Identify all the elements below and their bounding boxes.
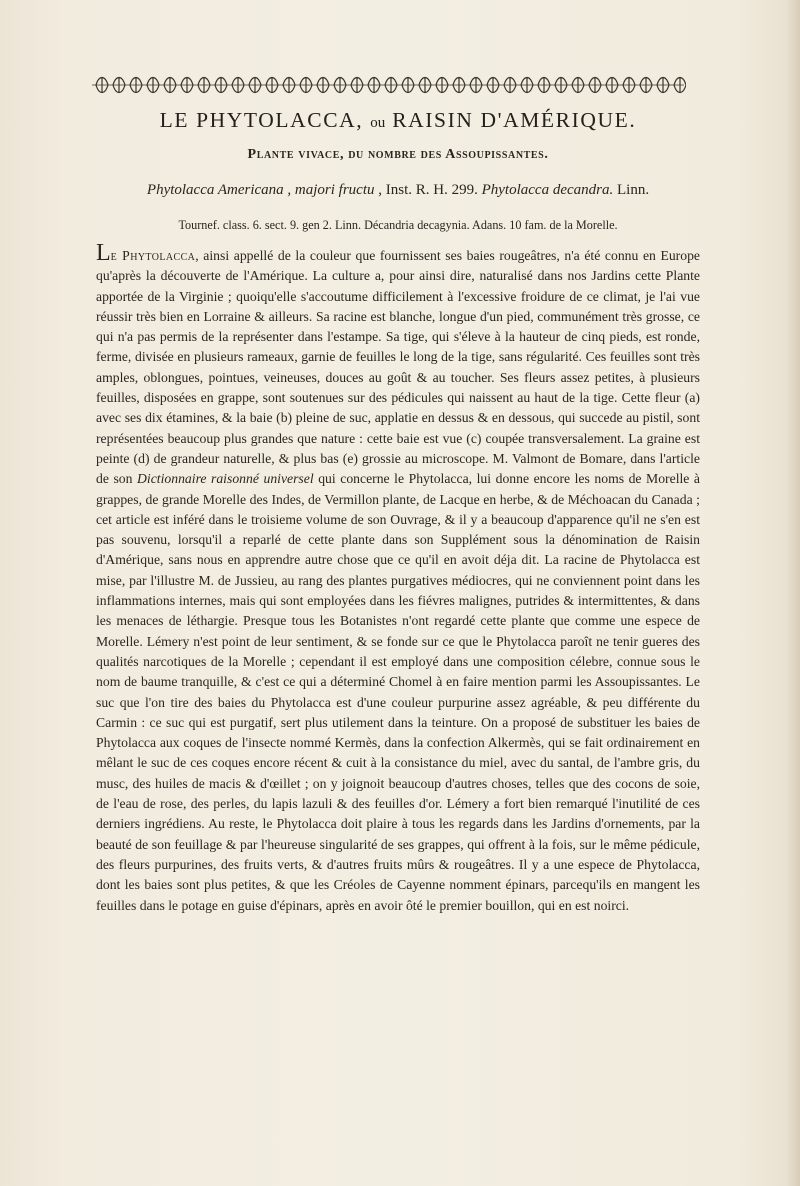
title-main: LE PHYTOLACCA, <box>159 108 364 132</box>
page-title <box>90 108 706 133</box>
page-subtitle: Plante vivace, du nombre des Assoupissantes. <box>247 147 549 162</box>
dictionary-title: Dictionnaire raisonné universel <box>137 471 314 487</box>
reference-2: Linn. <box>616 182 650 198</box>
latin-name-2: Phytolacca decandra. <box>481 182 614 198</box>
title-connector: ou <box>370 115 386 131</box>
decorative-ornament-band <box>90 72 686 98</box>
body-paragraph <box>96 240 700 916</box>
lead-name: e Phytolacca <box>110 248 196 263</box>
synonymy-line <box>90 182 706 199</box>
body-part-2: qui concerne le Phytolacca, lui donne encore les noms de Morelle à grappes, de grande Morelle des Indes, de Vermillon plante, de Lacque en herbe, & de Méchoacan du Canada ; cet article est inféré dans le troisieme volume de son Ouvrage, & il y a beaucoup d'apparence qu'il ne s'en est pas souvenu, lorsqu'il a reparlé de cette plante dans son Supplément sous la dénomination de Raisin d'Amérique, sans nous en apprendre autre chose que ce qu'il en avoit déja dit. La racine de Phytolacca est mise, par l'illustre M. de Jussieu, au rang des plantes purgatives médiocres, qui ne conviennent point dans les inflammations internes, mais qui sont employées dans les fiévres malignes, putrides & intermittentes, & dans les menaces de léthargie. Presque tous les Botanistes n'ont regardé cette plante que comme une espece de Morelle. Lémery n'est point de leur sentiment, & se fonde sur ce que le Phytolacca paroît ne tenir gueres des qualités narcotiques de la Morelle ; cependant il est employé dans une composition célebre, connue sous le nom de baume tranquille, & c'est ce qui a déterminé Chomel à en faire mention parmi les Assoupissantes. Le suc que l'on tire des baies du Phytolacca est d'une couleur purpurine assez agréable, & peu différente du Carmin : ce suc qui est purgatif, sert plus utilement dans la teinture. On a proposé de substituer les baies de Phytolacca aux coques de l'insecte nommé Kermès, dans la confection Alkermès, qui se fait ordinairement en mêlant le suc de ces coques encore récent & cuit à la consistance du miel, avec du santal, de l'ambre gris, du musc, des huiles de macis & d'œillet ; on y joignoit beaucoup d'autres choses, telles que des cocons de soie, de l'eau de rose, des perles, du lapis lazuli & des feuilles d'or. Lémery a fort bien remarqué l'inutilité de ces derniers ingrédiens. Au reste, le Phytolacca doit plaire à tous les regards dans les Jardins d'ornements, par la beauté de son feuillage & par l'heureuse singularité de ses grappes, qui offrent à la fois, sur le même pédicule, des fleurs purpurines, des fruits verts, & d'autres fruits mûrs & rougeâtres. Il y a une espece de Phytolacca, dont les baies sont plus petites, & que les Créoles de Cayenne nomment épinars, parcequ'ils en mangent les feuilles dans le potage en guise d'épinars, après en avoir ôté le premier bouillon, qui en est noirci. <box>96 471 700 913</box>
latin-name-1: Phytolacca Americana , majori fructu <box>146 182 375 198</box>
drop-capital: L <box>96 240 111 266</box>
reference-1: , Inst. R. H. 299. <box>378 182 478 198</box>
body-part-1: , ainsi appellé de la couleur que fournissent ses baies rougeâtres, n'a été connu en Europe qu'après la découverte de l'Amérique. La culture a, pour ainsi dire, naturalisé dans nos Jardins cette Plante apportée de la Virginie ; quoiqu'elle s'accoutume difficilement à l'excessive froidure de ce climat, je l'ai vue réussir très bien en Lorraine & ailleurs. Sa racine est blanche, longue d'un pied, communément très grosse, ce qui n'a pas permis de la représenter dans l'estampe. Sa tige, qui s'éleve à la hauteur de cinq pieds, est ronde, ferme, divisée en plusieurs rameaux, garnie de feuilles le long de la tige, sans régularité. Ces feuilles sont très amples, oblongues, pointues, veineuses, douces au goût & au toucher. Ses fleurs assez petites, à plusieurs feuilles, disposées en grappe, sont soutenues sur des pédicules qui naissent au haut de la tige. Cette fleur (a) avec ses dix étamines, & la baie (b) pleine de suc, applatie en dessus & en dessous, qui succede au pistil, sont représentées beaucoup plus grandes que nature : cette baie est vue (c) coupée transversalement. La graine est peinte (d) de grandeur naturelle, & plus bas (e) grossie au microscope. M. Valmont de Bomare, dans l'article de son <box>96 248 700 487</box>
page-edge-shadow <box>786 0 800 1186</box>
title-alt: RAISIN D'AMÉRIQUE. <box>392 108 637 132</box>
classification-line: Tournef. class. 6. sect. 9. gen 2. Linn. Décandria decagynia. Adans. 10 fam. de la Morelle. <box>178 218 618 232</box>
